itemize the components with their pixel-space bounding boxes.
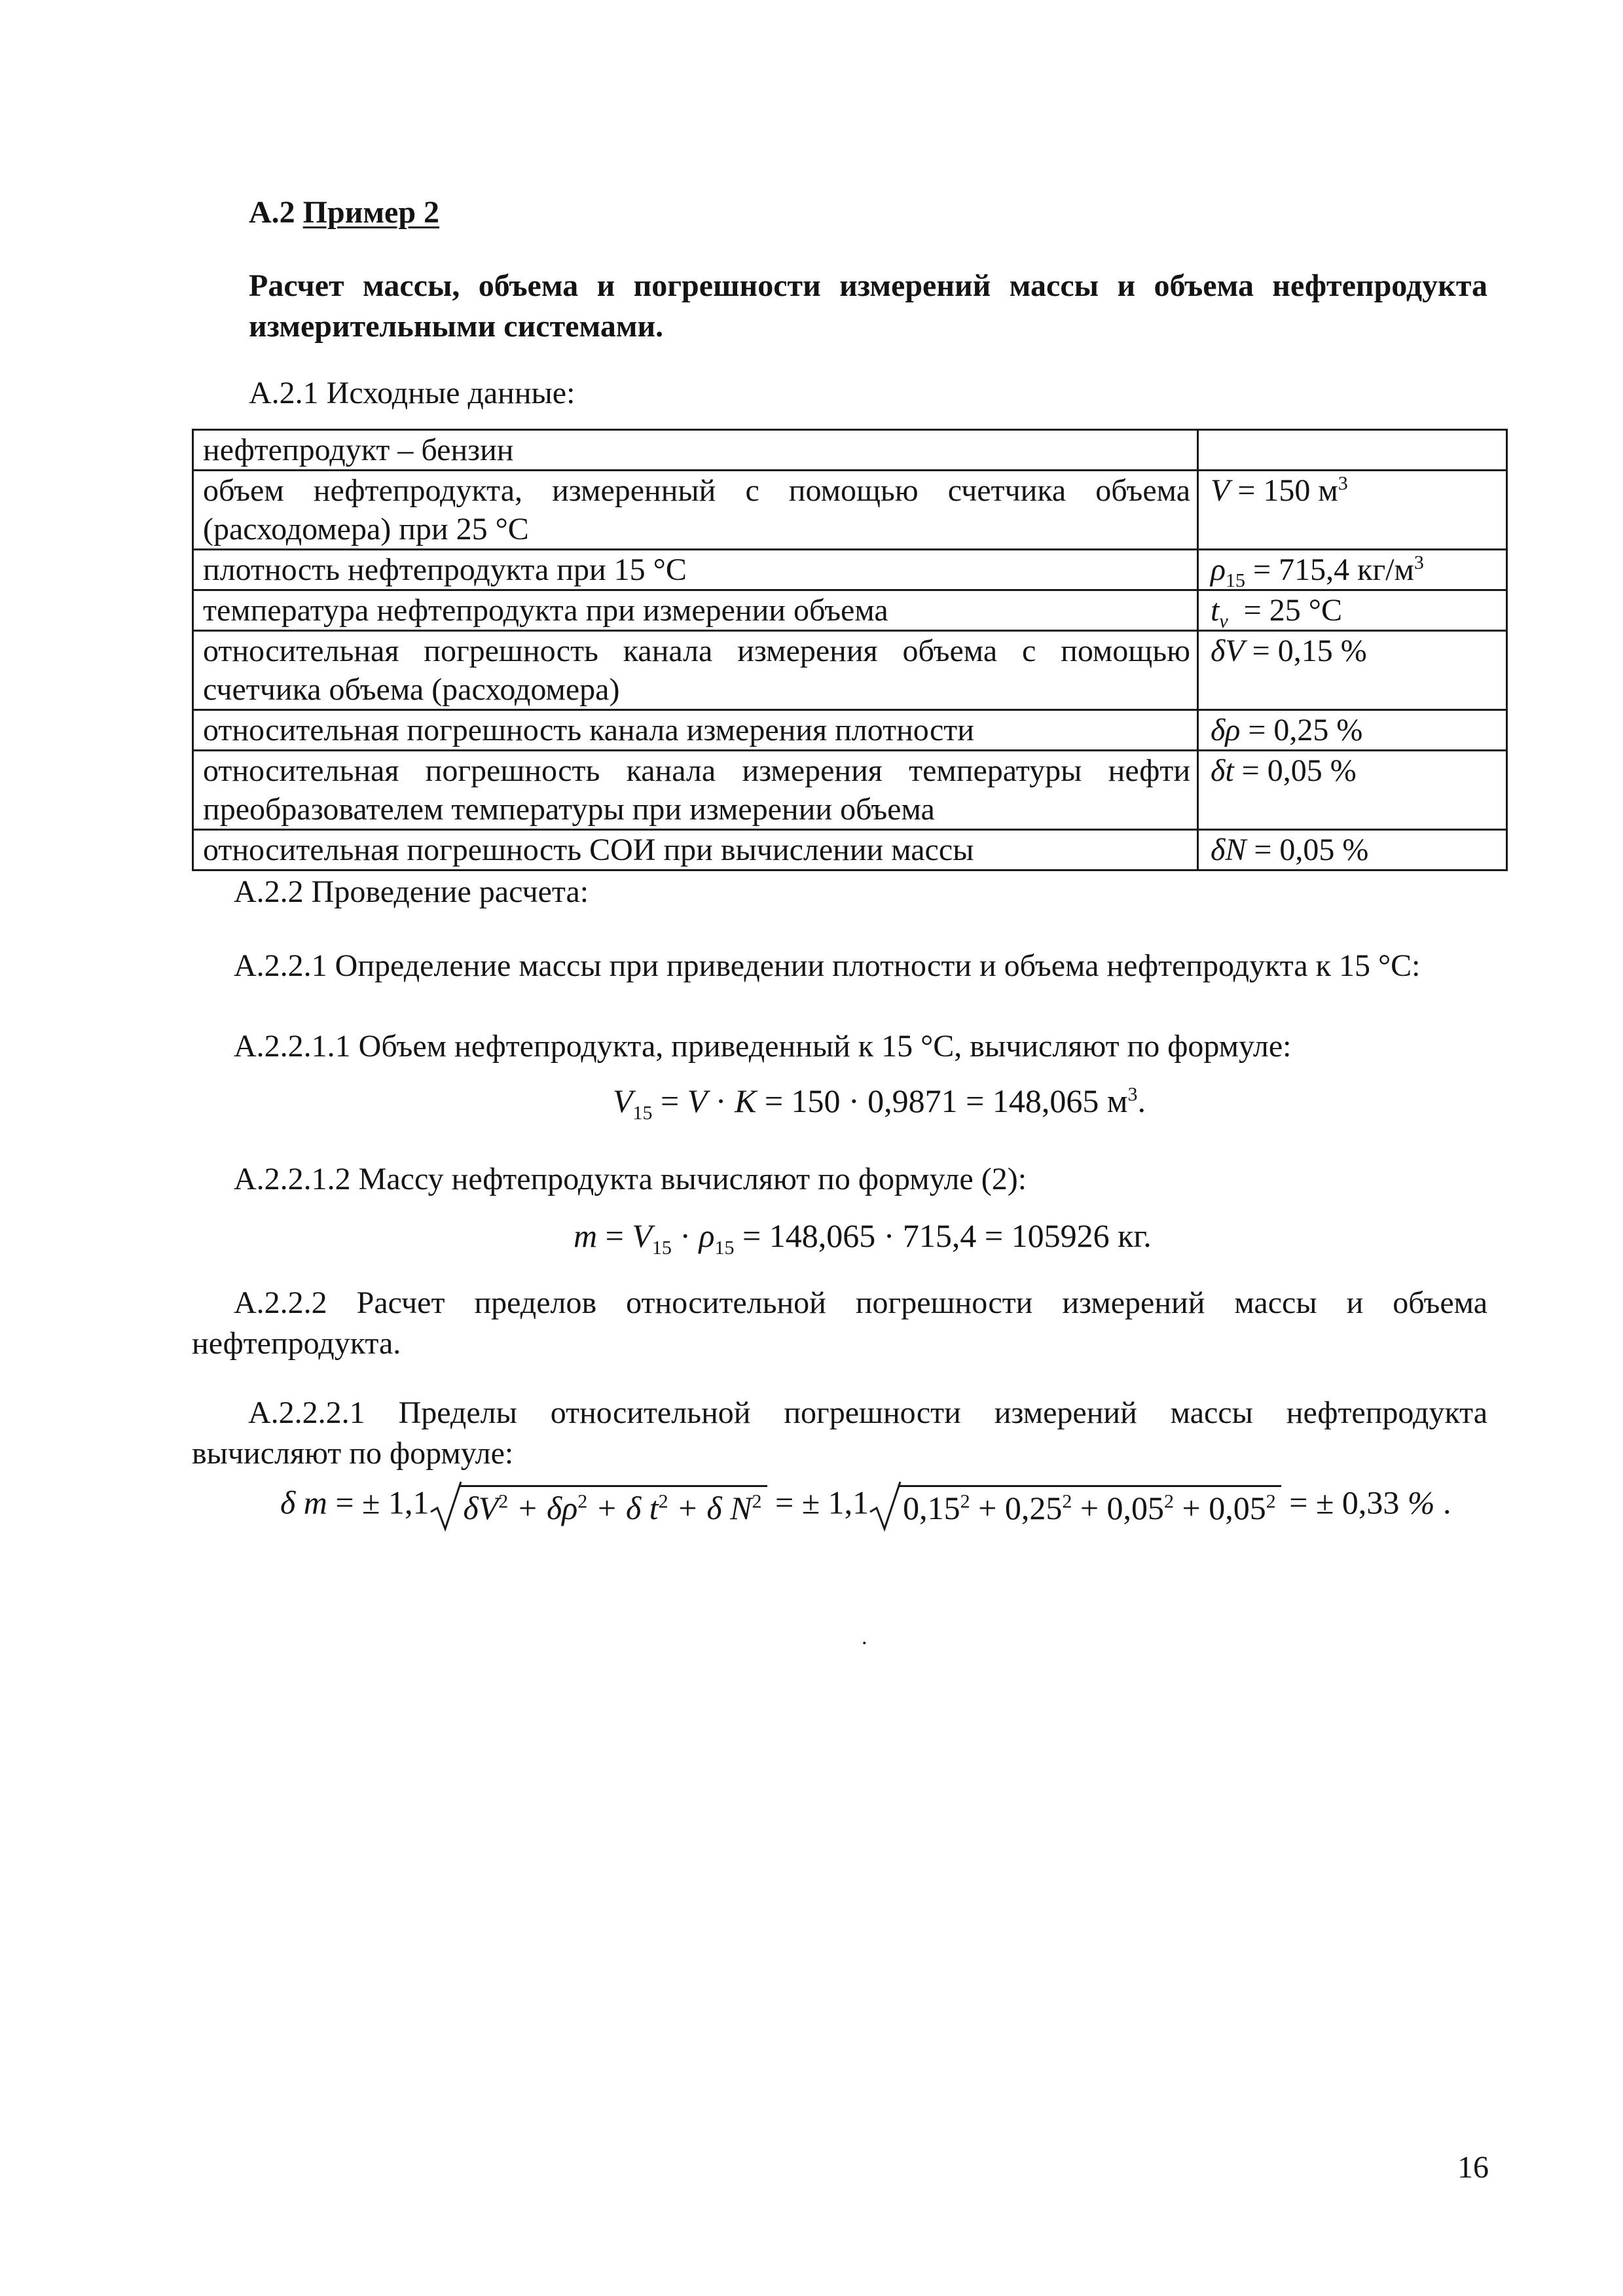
section-example-title: Пример 2 bbox=[302, 195, 440, 230]
sqrt-sign-icon bbox=[429, 1480, 462, 1532]
table-row bbox=[193, 590, 1507, 631]
table-cell-parameter: относительная погрешность канала измерения плотности bbox=[193, 710, 1198, 751]
sqrt-sign-icon bbox=[869, 1480, 902, 1532]
table-cell-parameter: относительная погрешность канала измерения объема с помощью счетчика объема (расходомера) bbox=[193, 631, 1198, 710]
table-row bbox=[193, 710, 1507, 751]
formula-v15: $V_{15} = V \cdot K = 150 \cdot 0,9871 = 148,065$ $м^3$. bbox=[613, 1083, 1146, 1124]
section-title bbox=[249, 193, 439, 232]
paragraph-2-2-2: А.2.2.2 Расчет пределов относительной погрешности измерений массы и объема нефтепродукта. bbox=[192, 1285, 1487, 1361]
stray-dot: . bbox=[862, 1625, 867, 1649]
table-cell-value: $t_v = 25$ °С bbox=[1198, 590, 1507, 631]
table-row bbox=[193, 631, 1507, 710]
section-heading: Расчет массы, объема и погрешности измерений массы и объема нефтепродукта измерительными системами. bbox=[249, 268, 1487, 344]
formula-delta-mass: δ m = ± 1,1 $\delta V^2 + \delta\rho^2 + \delta$ $t^2 + \delta$ $N^2$ = ± 1,1 $0,15^2 + 0,25^2 + 0,05^2 + 0,05^2$ = ± 0,33 % . bbox=[280, 1480, 1451, 1532]
sqrt-numeric: $0,15^2 + 0,25^2 + 0,05^2 + 0,05^2$ bbox=[869, 1480, 1281, 1532]
table-row bbox=[193, 830, 1507, 870]
initial-data-label: А.2.1 Исходные данные: bbox=[249, 376, 575, 410]
table-cell-value: δρ = 0,25 % bbox=[1198, 710, 1507, 751]
table-cell-parameter: объем нефтепродукта, измеренный с помощью счетчика объема (расходомера) при 25 °С bbox=[193, 471, 1198, 550]
table-cell-value: δV = 0,15 % bbox=[1198, 631, 1507, 710]
table-cell-parameter: относительная погрешность СОИ при вычислении массы bbox=[193, 830, 1198, 870]
table-cell-value: V = 150 $м^3$ bbox=[1198, 471, 1507, 550]
table-cell-value bbox=[1198, 430, 1507, 471]
table-cell-parameter: относительная погрешность канала измерения температуры нефти преобразователем температуры при измерении объема bbox=[193, 751, 1198, 830]
section-number: А.2 bbox=[249, 195, 295, 230]
table-cell-value: δN = 0,05 % bbox=[1198, 830, 1507, 870]
table-row bbox=[193, 430, 1507, 471]
paragraph-2-2-1: А.2.2.1 Определение массы при приведении плотности и объема нефтепродукта к 15 °С: bbox=[234, 948, 1421, 983]
table-cell-parameter: плотность нефтепродукта при 15 °С bbox=[193, 550, 1198, 590]
table-cell-parameter: нефтепродукт – бензин bbox=[193, 430, 1198, 471]
paragraph-2-2-1-1: А.2.2.1.1 Объем нефтепродукта, приведенный к 15 °С, вычисляют по формуле: bbox=[234, 1029, 1292, 1064]
table-row bbox=[193, 751, 1507, 830]
paragraph-2-2-2-1: А.2.2.2.1 Пределы относительной погрешности измерений массы нефтепродукта вычисляют по формуле: bbox=[192, 1395, 1487, 1471]
table-row bbox=[193, 471, 1507, 550]
table-cell-value: $\rho_{15} = 715,4$ $кг/м^3$ bbox=[1198, 550, 1507, 590]
table-cell-value: δt = 0,05 % bbox=[1198, 751, 1507, 830]
sqrt-symbolic: $\delta V^2 + \delta\rho^2 + \delta$ $t^2 + \delta$ $N^2$ bbox=[429, 1480, 767, 1532]
table-row bbox=[193, 550, 1507, 590]
table-cell-parameter: температура нефтепродукта при измерении объема bbox=[193, 590, 1198, 631]
paragraph-2-2-1-2: А.2.2.1.2 Массу нефтепродукта вычисляют по формуле (2): bbox=[234, 1162, 1027, 1196]
calc-label: А.2.2 Проведение расчета: bbox=[234, 874, 589, 909]
formula-mass: $m = V_{15} \cdot \rho_{15} = 148,065 \cdot 715,4 = 105926$ кг. bbox=[574, 1217, 1152, 1259]
page-number: 16 bbox=[1457, 2150, 1489, 2185]
initial-data-table bbox=[192, 429, 1508, 871]
